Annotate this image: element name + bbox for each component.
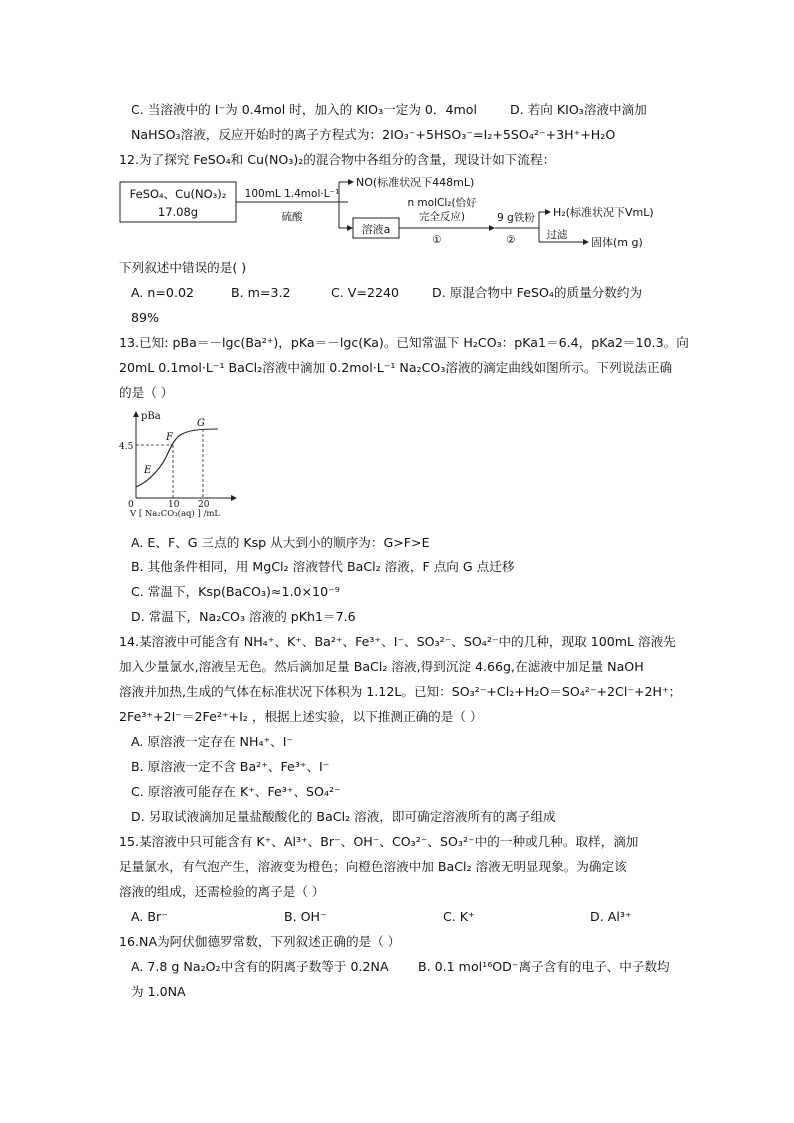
flow-step-2: ② (506, 234, 516, 246)
flow-arrow-solid-head (583, 239, 589, 245)
graph-y-label: pBa (141, 411, 161, 422)
q13-option-c: C. 常温下，Ksp(BaCO₃)≈1.0×10⁻⁹ (131, 584, 340, 599)
flow-iron-add: 9 g铁粉 (497, 212, 535, 224)
q15-option-a: A. Br⁻ (131, 909, 168, 924)
q16-stem: 16.NA为阿伏伽德罗常数，下列叙述正确的是（ ） (119, 934, 401, 949)
q12-stem: 12.为了探究 FeSO₄和 Cu(NO₃)₂的混合物中各组分的含量，现设计如下流程： (119, 152, 556, 167)
q15-option-b: B. OH⁻ (284, 909, 327, 924)
flow-acid-amount: 100mL 1.4mol·L⁻¹ (244, 188, 340, 200)
flow-arrow-no-head (348, 179, 354, 185)
q13-stem-line1: 13.已知: pBa＝－lgc(Ba²⁺)，pKa＝－lgc(Ka)。已知常温下 H₂CO₃：pKa1＝6.4，pKa2＝10.3。向 (119, 335, 689, 350)
flow-cl2-add: n molCl₂(恰好 (407, 197, 477, 209)
q14-stem-line2: 加入少量氯水,溶液呈无色。然后滴加足量 BaCl₂ 溶液,得到沉淀 4.66g,在滤液中加足量 NaOH (119, 659, 644, 674)
flow-cl2-note: 完全反应) (418, 211, 466, 223)
graph-y-arrow (133, 411, 139, 417)
q16-option-b: B. 0.1 mol¹⁶OD⁻离子含有的电子、中子数均 (418, 959, 670, 974)
graph-point-e: E (144, 465, 152, 476)
graph-x-tick-1: 10 (168, 500, 180, 510)
flow-step-1: ① (432, 234, 442, 246)
q11-option-d: D. 若向 KIO₃溶液中滴加 (510, 102, 647, 117)
graph-y-tick: 4.5 (119, 442, 134, 452)
q15-stem-line3: 溶液的组成，还需检验的离子是（ ） (119, 884, 325, 899)
flow-solution-a: 溶液a (361, 223, 391, 236)
q14-option-c: C. 原溶液可能存在 K⁺、Fe³⁺、SO₄²⁻ (131, 784, 341, 799)
flow-arrow-solution-head (347, 225, 353, 231)
q13-option-b: B. 其他条件相同，用 MgCl₂ 溶液替代 BaCl₂ 溶液，F 点向 G 点迁移 (131, 559, 515, 574)
flow-arrow-h2-head (545, 209, 551, 215)
q14-option-d: D. 另取试液滴加足量盐酸酸化的 BaCl₂ 溶液，即可确定溶液所有的离子组成 (131, 809, 556, 824)
q12-option-d-continued: 89% (131, 310, 159, 325)
graph-x-label: V [ Na₂CO₃(aq) ] /mL (130, 509, 221, 519)
q12-question: 下列叙述中错误的是( ) (119, 260, 247, 275)
q14-stem-line4: 2Fe³⁺+2I⁻＝2Fe²⁺+I₂ ，根据上述实验，以下推测正确的是（ ） (119, 709, 483, 724)
q13-option-d: D. 常温下，Na₂CO₃ 溶液的 pKh1＝7.6 (131, 609, 356, 624)
q14-option-b: B. 原溶液一定不含 Ba²⁺、Fe³⁺、I⁻ (131, 759, 330, 774)
q13-stem-line3: 的是（ ） (119, 385, 174, 400)
q15-stem-line2: 足量氯水，有气泡产生，溶液变为橙色；向橙色溶液中加 BaCl₂ 溶液无明显现象。为确定该 (119, 859, 627, 874)
flow-box-mass: 17.08g (157, 205, 199, 219)
q13-stem-line2: 20mL 0.1mol·L⁻¹ BaCl₂溶液中滴加 0.2mol·L⁻¹ Na₂CO₃溶液的滴定曲线如图所示。下列说法正确 (119, 360, 673, 375)
graph-origin: 0 (128, 500, 134, 510)
q14-stem-line1: 14.某溶液中可能含有 NH₄⁺、K⁺、Ba²⁺、Fe³⁺、I⁻、SO₃²⁻、SO₄²⁻中的几种，现取 100mL 溶液先 (119, 634, 676, 649)
flow-box-formula: FeSO₄、Cu(NO₃)₂ (129, 187, 227, 201)
flow-filter: 过滤 (546, 229, 568, 241)
q14-stem-line3: 溶液并加热,生成的气体在标准状况下体积为 1.12L。已知：SO₃²⁻+Cl₂+H₂O＝SO₄²⁻+2Cl⁻+2H⁺； (119, 684, 682, 699)
q12-option-c: C. V=2240 (331, 285, 400, 300)
q11-option-d-continued: NaHSO₃溶液，反应开始时的离子方程式为：2IO₃⁻+5HSO₃⁻=I₂+5SO₄²⁻+3H⁺+H₂O (131, 127, 616, 142)
q15-stem-line1: 15.某溶液中只可能含有 K⁺、Al³⁺、Br⁻、OH⁻、CO₃²⁻、SO₃²⁻中的一种或几种。取样，滴加 (119, 834, 639, 849)
flow-gas-no: NO(标准状况下448mL) (356, 176, 475, 189)
graph-x-arrow (231, 495, 237, 501)
q15-option-c: C. K⁺ (443, 909, 475, 924)
q16-option-a: A. 7.8 g Na₂O₂中含有的阴离子数等于 0.2NA (131, 959, 389, 974)
graph-point-f: F (166, 432, 173, 443)
graph-curve (136, 429, 218, 487)
graph-x-tick-2: 20 (198, 500, 210, 510)
flow-solid: 固体(m g) (591, 236, 643, 249)
flow-h2-gas: H₂(标准状况下VmL) (553, 206, 654, 219)
q13-option-a: A. E、F、G 三点的 Ksp 从大到小的顺序为：G>F>E (131, 535, 430, 550)
q13-titration-graph (118, 407, 248, 519)
q12-option-d: D. 原混合物中 FeSO₄的质量分数约为 (432, 285, 643, 300)
q11-option-c: C. 当溶液中的 I⁻为 0.4mol 时，加入的 KIO₃一定为 0．4mol (131, 102, 478, 117)
q12-option-a: A. n=0.02 (131, 285, 194, 300)
q12-flowchart (119, 176, 679, 251)
q12-option-b: B. m=3.2 (231, 285, 291, 300)
q16-option-b-continued: 为 1.0NA (131, 984, 186, 999)
flow-arrow-cl2-head (489, 225, 495, 231)
q14-option-a: A. 原溶液一定存在 NH₄⁺、I⁻ (131, 734, 294, 749)
flow-acid-name: 硫酸 (281, 211, 303, 223)
q15-option-d: D. Al³⁺ (590, 909, 632, 924)
graph-point-g: G (197, 418, 205, 429)
